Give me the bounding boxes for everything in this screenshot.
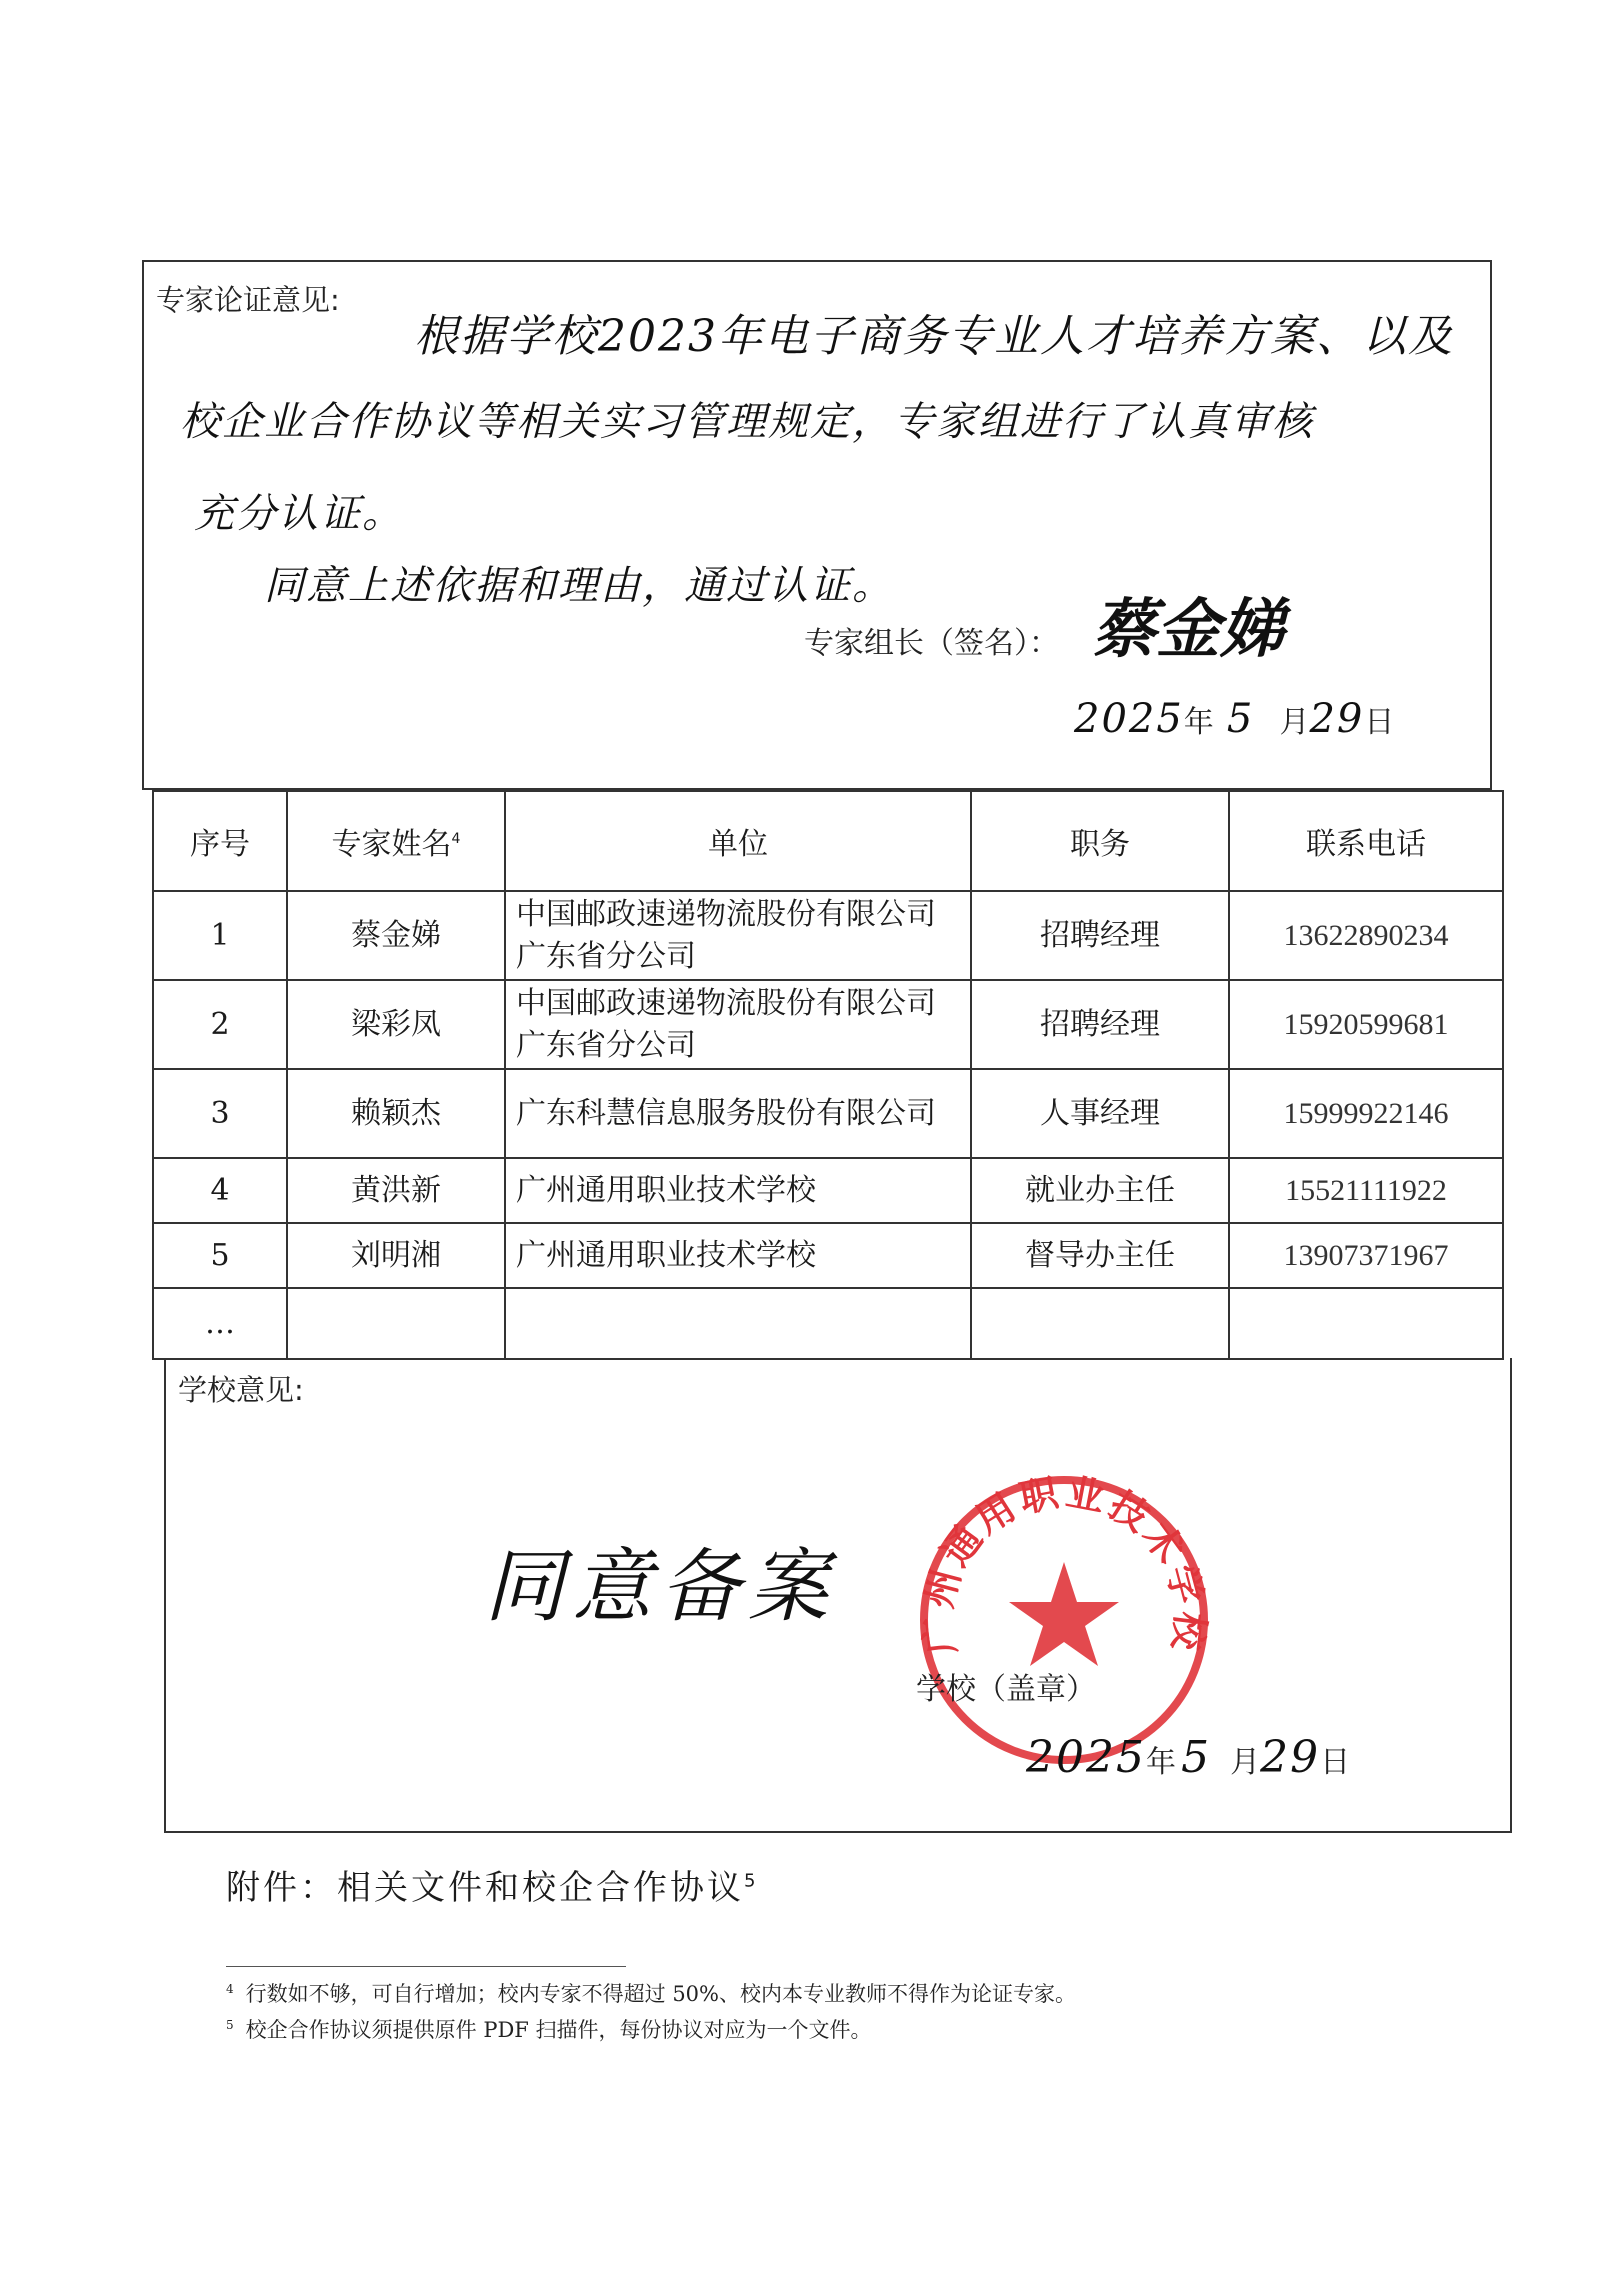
cell-index: 1 xyxy=(153,891,287,980)
header-name-footnote: 4 xyxy=(451,831,461,847)
attachment-footnote-ref: 5 xyxy=(744,1870,759,1892)
cell-index: 3 xyxy=(153,1069,287,1158)
expert-leader-label: 专家组长（签名）： xyxy=(804,626,1059,661)
footnote-4-num: 4 xyxy=(226,1982,234,1996)
table-row-ellipsis xyxy=(153,1288,1503,1359)
school-stamp-label: 学校（盖章） xyxy=(916,1672,1096,1707)
footnote-divider xyxy=(226,1966,626,1967)
cell-org: 中国邮政速递物流股份有限公司广东省分公司 xyxy=(505,891,971,980)
footnote-5-text: 校企合作协议须提供原件 PDF 扫描件，每份协议对应为一个文件。 xyxy=(245,2018,872,2042)
expert-date-month: 5 xyxy=(1226,696,1255,742)
cell-index: 4 xyxy=(153,1158,287,1223)
cell-title: 招聘经理 xyxy=(971,891,1229,980)
expert-opinion-text-line2: 校企业合作协议等相关实习管理规定，专家组进行了认真审核 xyxy=(180,399,1314,445)
cell-empty xyxy=(505,1288,971,1359)
header-name xyxy=(287,791,505,891)
expert-date-year-label: 年 xyxy=(1183,705,1214,740)
cell-name: 黄洪新 xyxy=(287,1158,505,1223)
seal-text-path: 广州通用职业技术学校 xyxy=(915,1470,1213,1657)
cell-phone: 15521111922 xyxy=(1229,1158,1503,1223)
school-opinion-box xyxy=(164,1358,1512,1833)
expert-date-year: 2025 xyxy=(1074,696,1184,742)
cell-name: 梁彩凤 xyxy=(287,980,505,1069)
cell-ellipsis: … xyxy=(153,1288,287,1359)
attachment-line xyxy=(226,1860,758,1909)
table-row xyxy=(153,980,1503,1069)
expert-date-day-label: 日 xyxy=(1364,705,1395,740)
cell-phone: 15999922146 xyxy=(1229,1069,1503,1158)
cell-empty xyxy=(287,1288,505,1359)
expert-opinion-box xyxy=(142,260,1492,790)
expert-leader-signature: 蔡金娣 xyxy=(1092,592,1284,667)
school-date-year-label: 年 xyxy=(1145,1745,1176,1780)
cell-title: 督导办主任 xyxy=(971,1223,1229,1288)
school-date-month-label: 月 xyxy=(1230,1745,1261,1780)
expert-date-month-label: 月 xyxy=(1279,705,1310,740)
cell-title: 人事经理 xyxy=(971,1069,1229,1158)
expert-opinion-label: 专家论证意见: xyxy=(156,283,340,317)
cell-index: 5 xyxy=(153,1223,287,1288)
table-header-row xyxy=(153,791,1503,891)
cell-name: 赖颖杰 xyxy=(287,1069,505,1158)
school-date-day: 29 xyxy=(1260,1732,1321,1783)
cell-phone: 15920599681 xyxy=(1229,980,1503,1069)
attachment-text: 附件：相关文件和校企合作协议 xyxy=(226,1868,744,1908)
header-name-text: 专家姓名 xyxy=(331,827,452,862)
footnote-5-num: 5 xyxy=(226,2018,234,2032)
expert-opinion-text-line1: 根据学校2023年电子商务专业人才培养方案、以及 xyxy=(414,311,1454,362)
experts-table xyxy=(152,790,1504,1360)
cell-title: 就业办主任 xyxy=(971,1158,1229,1223)
footnote-4-text: 行数如不够，可自行增加；校内专家不得超过 50%、校内本专业教师不得作为论证专家。 xyxy=(245,1982,1076,2006)
header-title: 职务 xyxy=(971,791,1229,891)
cell-org: 中国邮政速递物流股份有限公司广东省分公司 xyxy=(505,980,971,1069)
cell-name: 刘明湘 xyxy=(287,1223,505,1288)
header-org: 单位 xyxy=(505,791,971,891)
cell-org: 广州通用职业技术学校 xyxy=(505,1158,971,1223)
cell-empty xyxy=(971,1288,1229,1359)
school-opinion-date xyxy=(1026,1732,1350,1783)
cell-empty xyxy=(1229,1288,1503,1359)
expert-date-day: 29 xyxy=(1309,696,1365,742)
seal-star-icon xyxy=(1009,1562,1119,1666)
cell-phone: 13907371967 xyxy=(1229,1223,1503,1288)
school-opinion-text: 同意备案 xyxy=(484,1540,836,1633)
school-date-day-label: 日 xyxy=(1320,1745,1351,1780)
expert-opinion-date xyxy=(1074,696,1394,742)
header-phone: 联系电话 xyxy=(1229,791,1503,891)
school-date-year: 2025 xyxy=(1026,1732,1146,1783)
cell-title: 招聘经理 xyxy=(971,980,1229,1069)
expert-opinion-text-line4: 同意上述依据和理由，通过认证。 xyxy=(264,563,894,609)
table-row xyxy=(153,1223,1503,1288)
school-opinion-label: 学校意见: xyxy=(178,1373,304,1407)
school-seal xyxy=(914,1470,1214,1770)
cell-phone: 13622890234 xyxy=(1229,891,1503,980)
footnote-5 xyxy=(226,2014,872,2044)
cell-org: 广东科慧信息服务股份有限公司 xyxy=(505,1069,971,1158)
cell-name: 蔡金娣 xyxy=(287,891,505,980)
expert-opinion-text-line3: 充分认证。 xyxy=(194,491,404,537)
cell-index: 2 xyxy=(153,980,287,1069)
school-date-month: 5 xyxy=(1181,1732,1212,1783)
table-row xyxy=(153,891,1503,980)
table-row xyxy=(153,1158,1503,1223)
cell-org: 广州通用职业技术学校 xyxy=(505,1223,971,1288)
footnote-4 xyxy=(226,1978,1076,2008)
table-row xyxy=(153,1069,1503,1158)
header-index: 序号 xyxy=(153,791,287,891)
